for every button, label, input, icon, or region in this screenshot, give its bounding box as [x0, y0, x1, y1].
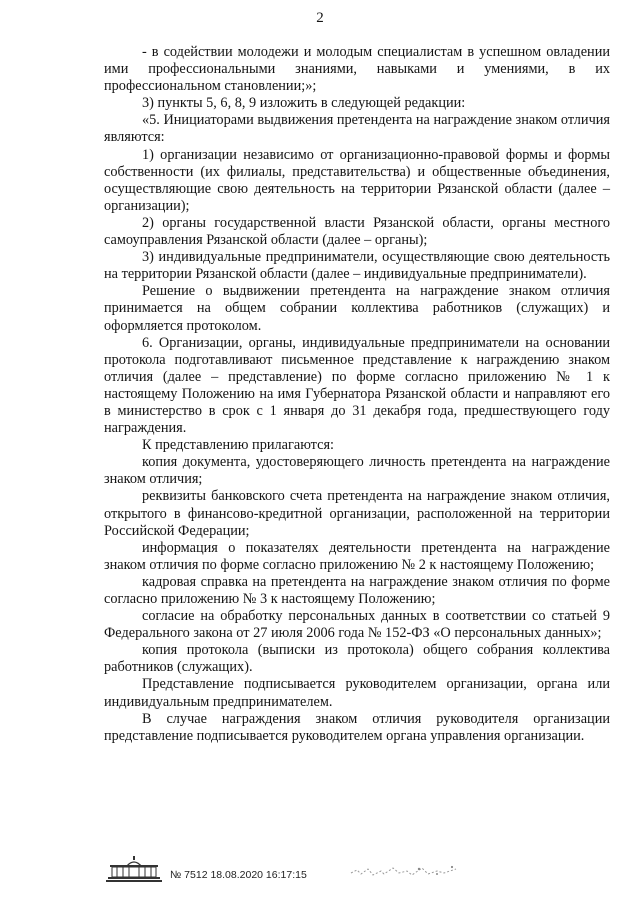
footer — [104, 855, 584, 889]
paragraph: В случае награждения знаком отличия руководителя организации представление подписывается руководителем органа управления организации. — [104, 710, 610, 744]
paragraph: 6. Организации, органы, индивидуальные предприниматели на основании протокола подготавливают письменное представление к награждению знаком отличия (далее – представление) по форме согласно приложению № 1 к настоящему Положению на имя Губернатора Рязанской области и направляют его в министерство в срок с 1 января до 31 декабря года, предшествующего году награждения. — [104, 334, 610, 437]
government-building-logo — [104, 855, 164, 885]
paragraph: согласие на обработку персональных данных в соответствии со статьей 9 Федерального закона от 27 июля 2006 года № 152-ФЗ «О персональных данных»; — [104, 608, 610, 642]
paragraph: Решение о выдвижении претендента на награждение знаком отличия принимается на общем собрании коллектива работников (служащих) и оформляется протоколом. — [104, 283, 610, 334]
paragraph: К представлению прилагаются: — [142, 437, 335, 454]
paragraph: Представление подписывается руководителем организации, органа или индивидуальным предпринимателем. — [104, 676, 610, 710]
document-body — [104, 44, 610, 745]
registration-stamp: № 7512 18.08.2020 16:17:15 — [170, 869, 307, 881]
paragraph: информация о показателях деятельности претендента на награждение знаком отличия по форме согласно приложению № 2 к настоящему Положению; — [104, 539, 610, 573]
paragraph: 2) органы государственной власти Рязанской области, органы местного самоуправления Рязанской области (далее – органы); — [104, 214, 610, 249]
page-number: 2 — [316, 10, 324, 26]
paragraph: «5. Инициаторами выдвижения претендента на награждение знаком отличия являются: — [104, 112, 610, 146]
paragraph: 3) индивидуальные предприниматели, осуществляющие свою деятельность на территории Рязанской области (далее – индивидуальные предприниматели). — [104, 249, 610, 283]
paragraph: кадровая справка на претендента на награждение знаком отличия по форме согласно приложению № 3 к настоящему Положению; — [104, 573, 610, 607]
paragraph: реквизиты банковского счета претендента на награждение знаком отличия, открытого в финансово-кредитной организации, расположенной на территории Российской Федерации; — [104, 488, 610, 539]
paragraph: копия протокола (выписки из протокола) общего собрания коллектива работников (служащих). — [104, 642, 610, 676]
paragraph: копия документа, удостоверяющего личность претендента на награждение знаком отличия; — [104, 454, 610, 488]
paragraph: - в содействии молодежи и молодым специалистам в успешном овладении ими профессиональными знаниями, навыками и умениями, в их профессиональном становлении;»; — [104, 44, 610, 95]
scan-artifact — [349, 861, 469, 881]
paragraph: 3) пункты 5, 6, 8, 9 изложить в следующей редакции: — [142, 95, 466, 112]
paragraph: 1) организации независимо от организационно-правовой формы и формы собственности (их филиалы, представительства) и общественные объединения, осуществляющие свою деятельность на территории Рязанской области (далее – организации); — [104, 146, 610, 214]
